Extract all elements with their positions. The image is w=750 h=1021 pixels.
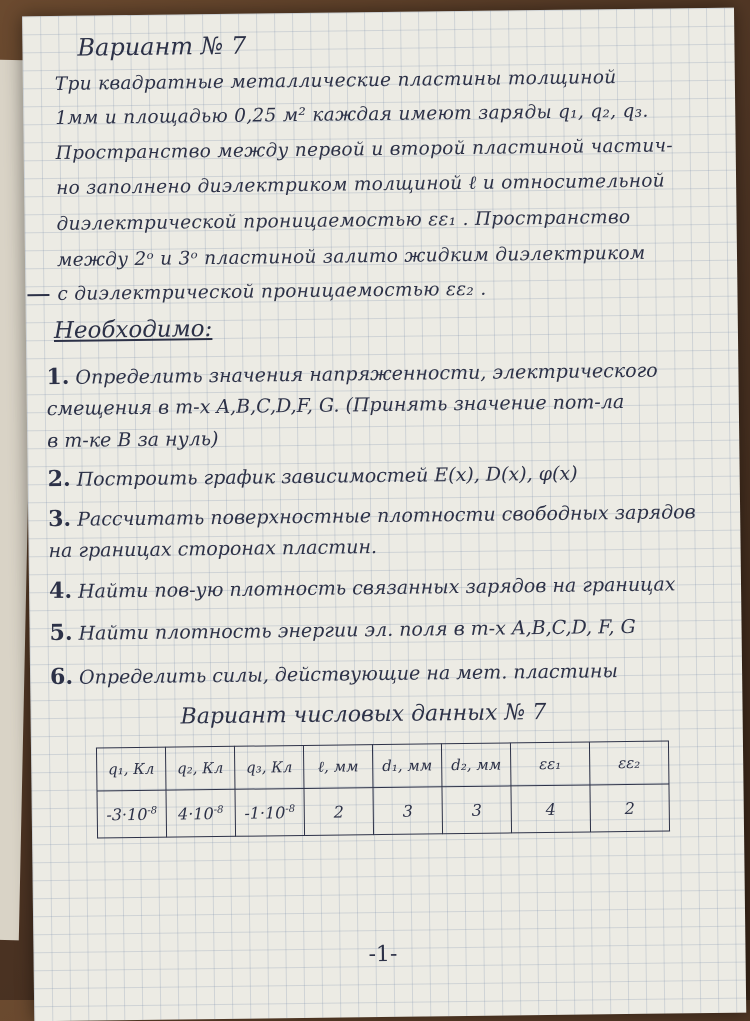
table-cell: $4\cdot 10^{-8}$ [166, 789, 236, 837]
task-text: Определить силы, действующие на мет. пластины [78, 660, 619, 689]
table-cell: 4 [511, 785, 591, 833]
table-header-cell: εε₂ [589, 741, 669, 785]
table-header-cell: ℓ, мм [303, 745, 373, 789]
table-cell: 3 [373, 787, 443, 835]
task-3 [48, 498, 696, 532]
table-row [97, 784, 670, 838]
table-header-cell: q₁, Кл [96, 747, 166, 791]
data-table [96, 741, 670, 839]
task-1 [46, 357, 658, 390]
table-cell: 3 [442, 786, 512, 834]
task-text: Найти плотность энергии эл. поля в т-х A,B,C,D, F, G [78, 615, 636, 645]
table-cell: 2 [590, 784, 670, 832]
task-text: Построить график зависимостей E(x), D(x), φ(x) [76, 462, 578, 491]
table-header-row [96, 741, 668, 791]
task-5 [49, 613, 635, 646]
task-2 [48, 460, 578, 492]
problem-line-2: 1мм и площадью 0,25 м² каждая имеют заряды q₁, q₂, q₃. [55, 100, 649, 129]
problem-line-6: между 2ᵒ и 3ᵒ пластиной залито жидким диэлектриком [56, 242, 646, 271]
table-header-cell: q₃, Кл [234, 745, 304, 789]
table-title: Вариант числовых данных № 7 [180, 699, 547, 730]
table-cell: 2 [304, 788, 374, 836]
problem-line-1: Три квадратные металлические пластины толщиной [54, 67, 617, 95]
margin-dash [27, 294, 49, 296]
task-number: 2. [47, 465, 71, 493]
task-number: 1. [46, 363, 70, 391]
task-number: 6. [49, 663, 74, 691]
table-cell: $-1\cdot 10^{-8}$ [235, 788, 305, 836]
problem-line-7: с диэлектрической проницаемостью εε₂ . [57, 278, 487, 305]
task-number: 5. [49, 619, 73, 647]
task-4 [49, 570, 676, 604]
task-1-line-3: в т-ке B за нуль) [47, 427, 219, 453]
task-1-line-2: смещения в т-х A,B,C,D,F, G. (Принять значение пот-ла [46, 391, 625, 421]
problem-line-4: но заполнено диэлектриком толщиной ℓ и относительной [56, 170, 666, 199]
notebook-page [22, 8, 746, 1021]
table-header-cell: q₂, Кл [165, 746, 235, 790]
table-header-cell: d₂, мм [441, 743, 511, 787]
task-6 [50, 657, 618, 690]
page-title: Вариант № 7 [77, 31, 247, 62]
task-text: Рассчитать поверхностные плотности свободных зарядов [77, 501, 696, 531]
task-number: 4. [48, 577, 73, 605]
task-number: 3. [48, 505, 72, 533]
task-3-line-2: на границах сторонах пластин. [48, 536, 378, 563]
problem-line-5: диэлектрической проницаемостью εε₁ . Пространство [56, 206, 631, 235]
task-text: Найти пов-ую плотность связанных зарядов на границах [77, 573, 676, 603]
required-heading: Необходимо: [53, 316, 213, 344]
table-header-cell: εε₁ [510, 742, 590, 786]
page-number: -1- [368, 941, 398, 968]
task-text: Определить значения напряженности, электрического [75, 359, 658, 389]
problem-line-3: Пространство между первой и второй пластиной частич- [55, 135, 674, 164]
table-cell: $-3\cdot 10^{-8}$ [97, 790, 167, 838]
table-header-cell: d₁, мм [372, 744, 442, 788]
